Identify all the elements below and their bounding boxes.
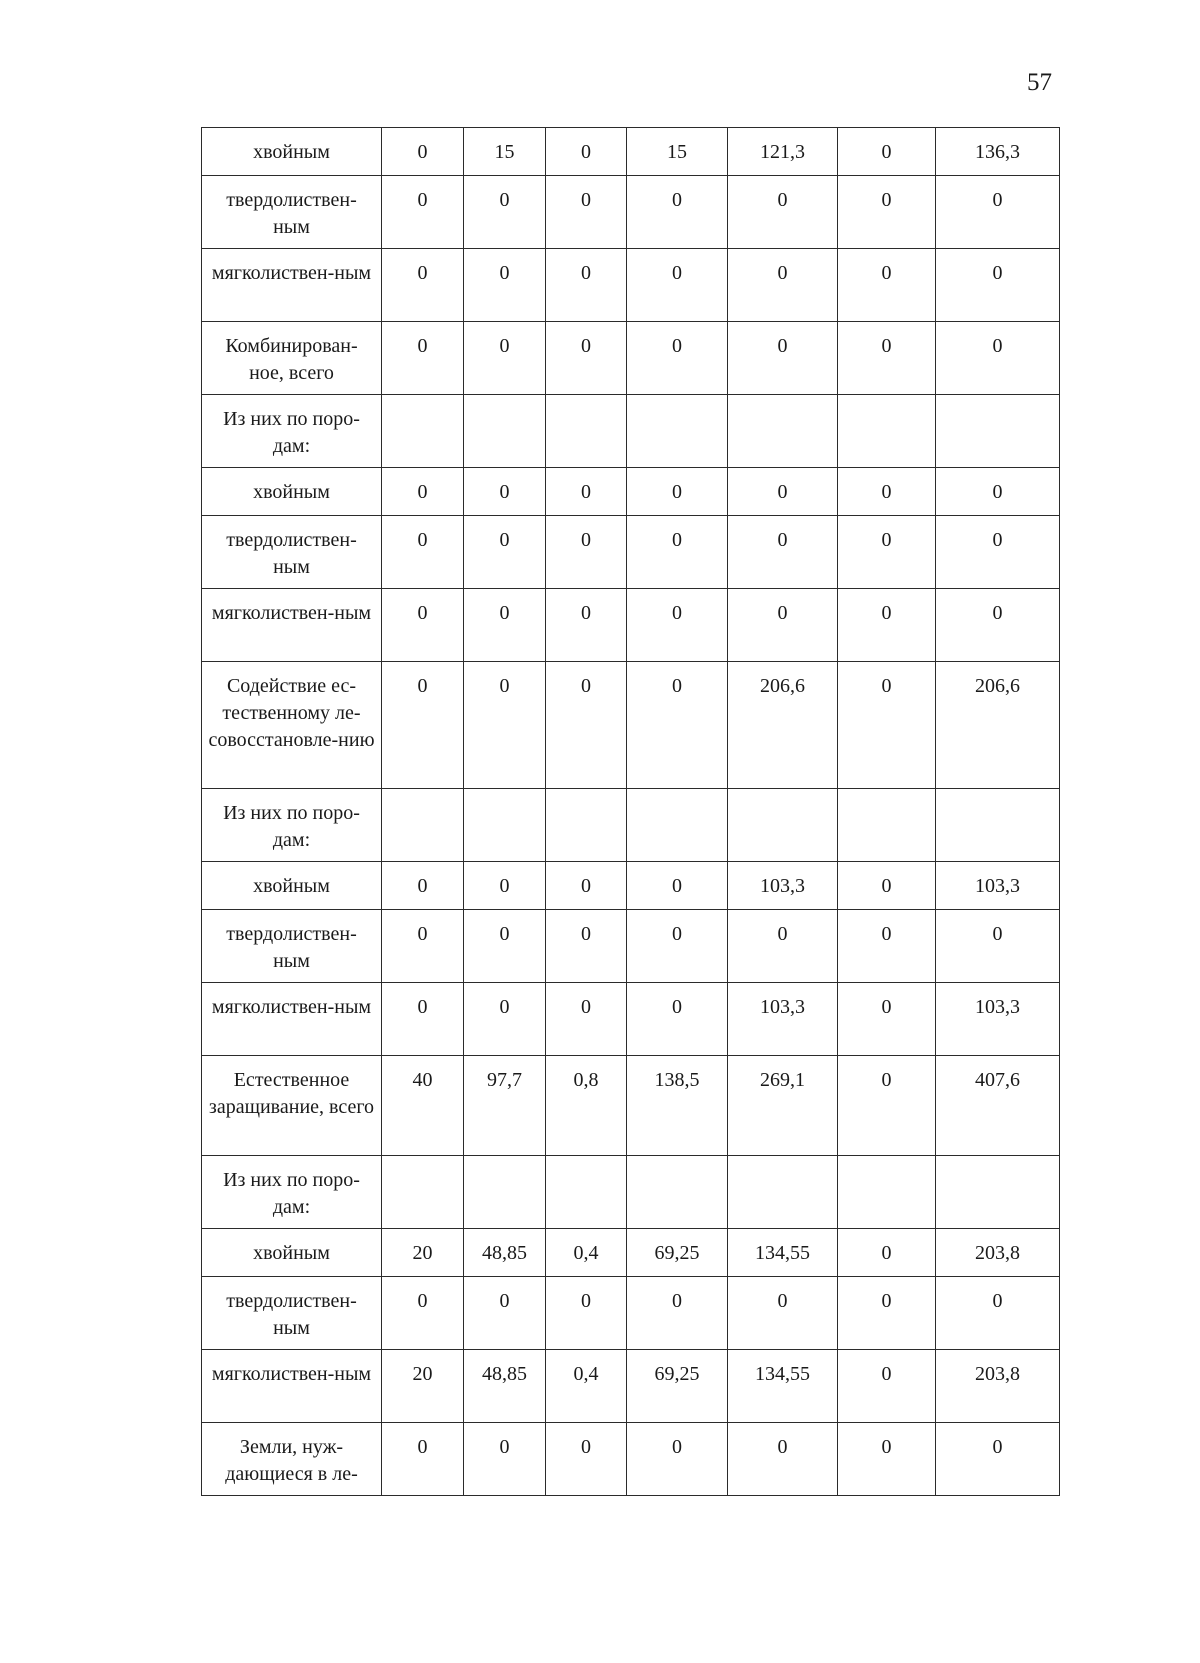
- table-cell: 0: [546, 983, 627, 1056]
- table-cell: 206,6: [936, 662, 1060, 789]
- table-row: [202, 589, 1060, 662]
- row-label: хвойным: [202, 862, 382, 910]
- table-cell: 0: [627, 983, 728, 1056]
- table-cell: [464, 395, 546, 468]
- row-label: мягколиствен-ным: [202, 983, 382, 1056]
- table-cell: [464, 1156, 546, 1229]
- table-cell: [936, 395, 1060, 468]
- table-cell: 15: [627, 128, 728, 176]
- table-row: [202, 1056, 1060, 1156]
- table-cell: 0: [464, 516, 546, 589]
- table-cell: 0: [838, 1423, 936, 1496]
- table-cell: 103,3: [936, 983, 1060, 1056]
- table-cell: 0: [464, 1423, 546, 1496]
- table-cell: 0: [838, 1277, 936, 1350]
- table-cell: 0: [546, 176, 627, 249]
- table-cell: 40: [382, 1056, 464, 1156]
- table-cell: 20: [382, 1229, 464, 1277]
- table-cell: 0: [936, 516, 1060, 589]
- table-cell: 0: [546, 516, 627, 589]
- table-cell: [546, 789, 627, 862]
- row-label: Из них по поро-дам:: [202, 1156, 382, 1229]
- table-row: [202, 789, 1060, 862]
- table-cell: 0: [464, 983, 546, 1056]
- table-cell: 0: [382, 322, 464, 395]
- table-cell: 0: [627, 249, 728, 322]
- table-cell: 0: [546, 128, 627, 176]
- table-cell: 0: [838, 862, 936, 910]
- table-cell: 0: [728, 249, 838, 322]
- row-label: твердолиствен-ным: [202, 516, 382, 589]
- table-cell: 48,85: [464, 1229, 546, 1277]
- table-cell: 0,4: [546, 1350, 627, 1423]
- table-cell: 134,55: [728, 1350, 838, 1423]
- table-row: [202, 1350, 1060, 1423]
- row-label: хвойным: [202, 468, 382, 516]
- table-cell: 0,4: [546, 1229, 627, 1277]
- table-cell: [936, 789, 1060, 862]
- row-label: мягколиствен-ным: [202, 249, 382, 322]
- table-cell: 0: [627, 468, 728, 516]
- table-cell: 0: [838, 983, 936, 1056]
- table-cell: 0: [627, 176, 728, 249]
- table-cell: 134,55: [728, 1229, 838, 1277]
- table-cell: 0: [627, 662, 728, 789]
- table-row: [202, 176, 1060, 249]
- table-cell: 15: [464, 128, 546, 176]
- table-cell: 0: [838, 128, 936, 176]
- table-cell: 0: [936, 589, 1060, 662]
- table-cell: 0: [728, 1277, 838, 1350]
- table-cell: 206,6: [728, 662, 838, 789]
- table-cell: [728, 1156, 838, 1229]
- table-cell: 0: [936, 910, 1060, 983]
- table-cell: [728, 789, 838, 862]
- table-row: [202, 249, 1060, 322]
- table-cell: [382, 395, 464, 468]
- table-cell: 0: [838, 662, 936, 789]
- table-cell: 121,3: [728, 128, 838, 176]
- table-cell: 0: [728, 516, 838, 589]
- table-cell: 0: [838, 589, 936, 662]
- row-label: Естественное заращивание, всего: [202, 1056, 382, 1156]
- table-row: [202, 322, 1060, 395]
- table-cell: 0: [546, 862, 627, 910]
- row-label: твердолиствен-ным: [202, 176, 382, 249]
- table-cell: 0: [627, 862, 728, 910]
- row-label: мягколиствен-ным: [202, 1350, 382, 1423]
- table-cell: 0: [382, 910, 464, 983]
- table-row: [202, 1229, 1060, 1277]
- table-cell: [546, 1156, 627, 1229]
- table-cell: 0: [838, 249, 936, 322]
- table-cell: 0: [464, 249, 546, 322]
- table-cell: 0: [382, 128, 464, 176]
- row-label: Комбинирован-ное, всего: [202, 322, 382, 395]
- table-row: [202, 395, 1060, 468]
- table-cell: 0: [936, 249, 1060, 322]
- row-label: мягколиствен-ным: [202, 589, 382, 662]
- table-cell: [838, 395, 936, 468]
- table-cell: 0: [838, 1350, 936, 1423]
- table-cell: 0: [546, 468, 627, 516]
- table-cell: 0: [464, 662, 546, 789]
- table-row: [202, 516, 1060, 589]
- table-cell: 0: [728, 176, 838, 249]
- table-cell: 269,1: [728, 1056, 838, 1156]
- data-table: [201, 127, 1060, 1496]
- table-cell: 103,3: [936, 862, 1060, 910]
- table-cell: 0: [464, 176, 546, 249]
- table-cell: 203,8: [936, 1229, 1060, 1277]
- table-cell: 0,8: [546, 1056, 627, 1156]
- table-cell: [546, 395, 627, 468]
- table-cell: [382, 1156, 464, 1229]
- table-cell: 0: [382, 249, 464, 322]
- table-cell: 0: [936, 176, 1060, 249]
- row-label: твердолиствен-ным: [202, 1277, 382, 1350]
- table-cell: 0: [936, 322, 1060, 395]
- table-cell: 0: [627, 1277, 728, 1350]
- table-cell: 0: [382, 983, 464, 1056]
- table-cell: 0: [546, 1277, 627, 1350]
- table-row: [202, 468, 1060, 516]
- table-cell: [382, 789, 464, 862]
- table-row: [202, 1277, 1060, 1350]
- row-label: хвойным: [202, 128, 382, 176]
- table-cell: 0: [838, 910, 936, 983]
- table-cell: 0: [838, 322, 936, 395]
- table-cell: 0: [546, 322, 627, 395]
- table-cell: 0: [546, 1423, 627, 1496]
- row-label: Из них по поро-дам:: [202, 789, 382, 862]
- table-cell: 0: [627, 516, 728, 589]
- table-cell: [936, 1156, 1060, 1229]
- table-cell: 0: [464, 910, 546, 983]
- table-cell: 20: [382, 1350, 464, 1423]
- table-row: [202, 128, 1060, 176]
- row-label: твердолиствен-ным: [202, 910, 382, 983]
- row-label: Содействие ес-тественному ле-совосстановле-нию: [202, 662, 382, 789]
- table-cell: [627, 1156, 728, 1229]
- table-cell: 0: [728, 468, 838, 516]
- table-cell: 0: [627, 1423, 728, 1496]
- table-cell: 203,8: [936, 1350, 1060, 1423]
- table-cell: 0: [838, 516, 936, 589]
- table-cell: 0: [382, 589, 464, 662]
- table-cell: 0: [728, 322, 838, 395]
- table-cell: 0: [838, 1056, 936, 1156]
- table-cell: 0: [627, 589, 728, 662]
- table-row: [202, 662, 1060, 789]
- table-cell: 0: [728, 1423, 838, 1496]
- table-cell: 407,6: [936, 1056, 1060, 1156]
- table-cell: 0: [546, 249, 627, 322]
- table-cell: 0: [838, 1229, 936, 1277]
- table-cell: [838, 1156, 936, 1229]
- table-cell: [838, 789, 936, 862]
- table-cell: 0: [464, 862, 546, 910]
- table-cell: 0: [382, 862, 464, 910]
- table-row: [202, 910, 1060, 983]
- table-cell: 0: [546, 662, 627, 789]
- table-cell: 0: [838, 468, 936, 516]
- table-cell: [627, 789, 728, 862]
- table-cell: 0: [838, 176, 936, 249]
- table-cell: 0: [627, 910, 728, 983]
- table-cell: 0: [936, 1423, 1060, 1496]
- table-cell: 0: [382, 176, 464, 249]
- table-row: [202, 983, 1060, 1056]
- table-cell: [728, 395, 838, 468]
- table-cell: 0: [382, 1423, 464, 1496]
- table-cell: 0: [464, 1277, 546, 1350]
- table-cell: 0: [546, 910, 627, 983]
- table-cell: 0: [382, 468, 464, 516]
- table-row: [202, 862, 1060, 910]
- table-cell: 0: [627, 322, 728, 395]
- table-cell: 136,3: [936, 128, 1060, 176]
- table-cell: 0: [728, 589, 838, 662]
- table-cell: 0: [464, 468, 546, 516]
- table-cell: 138,5: [627, 1056, 728, 1156]
- table-cell: 0: [936, 468, 1060, 516]
- table-cell: 0: [546, 589, 627, 662]
- page-number: 57: [1027, 69, 1052, 96]
- table-row: [202, 1156, 1060, 1229]
- table-cell: 0: [382, 662, 464, 789]
- table-cell: [627, 395, 728, 468]
- table-cell: 0: [382, 1277, 464, 1350]
- table-cell: 103,3: [728, 862, 838, 910]
- table-cell: 0: [464, 589, 546, 662]
- row-label: Из них по поро-дам:: [202, 395, 382, 468]
- table-cell: 0: [382, 516, 464, 589]
- table-cell: 0: [464, 322, 546, 395]
- table-cell: 0: [728, 910, 838, 983]
- table-cell: 103,3: [728, 983, 838, 1056]
- table-cell: 69,25: [627, 1229, 728, 1277]
- table-cell: 69,25: [627, 1350, 728, 1423]
- row-label: хвойным: [202, 1229, 382, 1277]
- table-cell: 48,85: [464, 1350, 546, 1423]
- table-cell: 0: [936, 1277, 1060, 1350]
- row-label: Земли, нуж-дающиеся в ле-: [202, 1423, 382, 1496]
- table-cell: [464, 789, 546, 862]
- table-row: [202, 1423, 1060, 1496]
- table-cell: 97,7: [464, 1056, 546, 1156]
